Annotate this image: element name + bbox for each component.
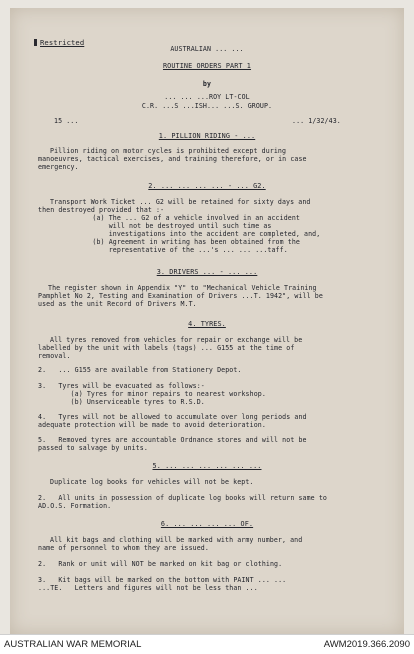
- section-heading: 2. ... ... ... ... - ... G2.: [148, 182, 266, 190]
- section-text-line: 3. Tyres will be evacuated as follows:-: [38, 382, 205, 390]
- section-text-line: will not be destroyed until such time as: [68, 222, 272, 230]
- section-text-line: then destroyed provided that :-: [38, 206, 165, 214]
- archive-footer: [0, 634, 414, 654]
- section-text-line: 2. All units in possession of duplicate log books will return same to: [38, 494, 327, 502]
- commander-line: ... ... ...ROY LT-COL: [164, 93, 250, 101]
- unit-line: C.R. ...S ...ISH... ...S. GROUP.: [141, 102, 273, 110]
- section-text-line: 5. Removed tyres are accountable Ordnance stores and will not be: [38, 436, 307, 444]
- section-text-line: emergency.: [38, 163, 79, 171]
- section-text-line: (b) Unserviceable tyres to R.S.D.: [38, 398, 205, 406]
- section-heading: 5. ... ... ... ... ... ...: [152, 462, 262, 470]
- section-text-line: Duplicate log books for vehicles will not be kept.: [50, 478, 254, 486]
- section-text-line: adequate protection will be made to avoid deterioration.: [38, 421, 266, 429]
- section-heading: 1. PILLION RIDING - ...: [158, 132, 256, 140]
- document-page: [10, 8, 404, 634]
- section-text-line: AD.O.S. Formation.: [38, 502, 112, 510]
- section-text-line: 2. ... G155 are available from Stationery Depot.: [38, 366, 242, 374]
- reference-line: ... 1/32/43.: [292, 117, 341, 125]
- section-text-line: 3. Kit bags will be marked on the bottom with PAINT ... ...: [38, 576, 287, 584]
- section-text-line: Transport Work Ticket ... G2 will be retained for sixty days and: [50, 198, 311, 206]
- classification-label: Restricted: [40, 38, 85, 47]
- section-text-line: manoeuvres, tactical exercises, and training therefore, or in case: [38, 155, 307, 163]
- section-text-line: The register shown in Appendix "Y" to "Mechanical Vehicle Training: [48, 284, 317, 292]
- header-title: AUSTRALIAN ... ...: [170, 45, 244, 53]
- source-label: AUSTRALIAN WAR MEMORIAL: [4, 639, 142, 650]
- section-text-line: (a) Tyres for minor repairs to nearest workshop.: [38, 390, 266, 398]
- section-text-line: ...TE. Letters and figures will not be less than ...: [38, 584, 258, 592]
- section-text-line: name of personnel to whom they are issued.: [38, 544, 209, 552]
- section-text-line: 2. Rank or unit will NOT be marked on kit bag or clothing.: [38, 560, 283, 568]
- section-text-line: Pamphlet No 2, Testing and Examination of Drivers ...T. 1942", will be: [38, 292, 323, 300]
- section-text-line: Pillion riding on motor cycles is prohibited except during: [50, 147, 287, 155]
- section-text-line: All kit bags and clothing will be marked with army number, and: [50, 536, 303, 544]
- section-text-line: investigations into the accident are completed, and,: [68, 230, 321, 238]
- section-text-line: 4. Tyres will not be allowed to accumulate over long periods and: [38, 413, 307, 421]
- section-text-line: passed to salvage by units.: [38, 444, 148, 452]
- date-line: 15 ...: [54, 117, 79, 125]
- section-text-line: All tyres removed from vehicles for repair or exchange will be: [50, 336, 303, 344]
- accession-number: AWM2019.366.2090: [323, 639, 410, 650]
- section-text-line: removal.: [38, 352, 71, 360]
- section-text-line: (a) The ... G2 of a vehicle involved in an accident: [68, 214, 300, 222]
- section-text-line: representative of the ...'s ... ... ...taff.: [68, 246, 288, 254]
- by-line: by: [202, 80, 212, 88]
- section-text-line: (b) Agreement in writing has been obtained from the: [68, 238, 300, 246]
- section-heading: 4. TYRES.: [188, 320, 226, 328]
- section-text-line: labelled by the unit with labels (tags) ... G155 at the time of: [38, 344, 295, 352]
- routine-orders-title: ROUTINE ORDERS PART 1: [162, 62, 252, 70]
- section-heading: 6. ... ... ... ... OF.: [160, 520, 254, 528]
- section-heading: 3. DRIVERS ... - ... ...: [156, 268, 258, 276]
- section-text-line: used as the unit Record of Drivers M.T.: [38, 300, 197, 308]
